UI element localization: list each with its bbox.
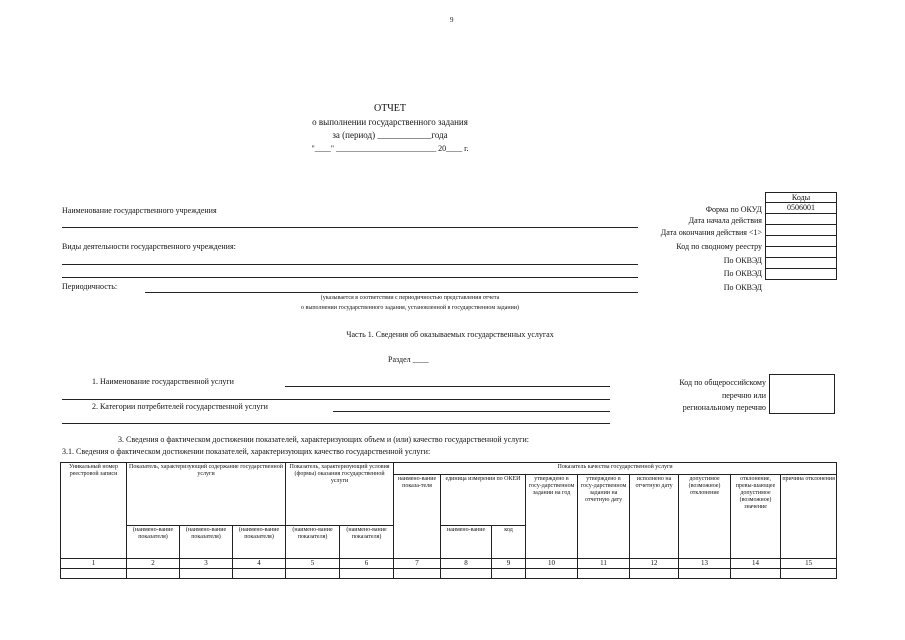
th-approved-date: утверждено в госу-дарственном задании на отчетную дату xyxy=(578,475,630,559)
institution-name-line xyxy=(62,227,638,228)
col-num-5: 5 xyxy=(286,559,340,569)
th-sub-3: (наимено-вание показателя) xyxy=(180,526,233,559)
item31-heading: 3.1. Сведения о фактическом достижении показателей, характеризующих качество государственной услуги: xyxy=(62,447,431,456)
code-okved-2 xyxy=(765,258,837,269)
page-number: 9 xyxy=(450,16,454,24)
part1-heading: Часть 1. Сведения об оказываемых государственных услугах xyxy=(346,330,554,339)
code-okud-value: 0506001 xyxy=(765,203,837,214)
periodicity-label: Периодичность: xyxy=(62,282,118,291)
code-label-end: Дата окончания действия <1> xyxy=(660,228,762,237)
col-num-8: 8 xyxy=(441,559,492,569)
th-sub-5: (наимено-вание показателя) xyxy=(286,526,340,559)
code-label-okved-3: По ОКВЭД xyxy=(723,283,762,292)
code-label-okved-1: По ОКВЭД xyxy=(723,256,762,265)
col-num-15: 15 xyxy=(781,559,837,569)
col-num-6: 6 xyxy=(340,559,394,569)
activities-label: Виды деятельности государственного учреждения: xyxy=(62,242,236,251)
col-num-9: 9 xyxy=(492,559,526,569)
table-column-numbers xyxy=(61,559,837,569)
registry-label-1: Код по общероссийскому xyxy=(679,378,766,387)
registry-label-2: перечню или xyxy=(721,391,766,400)
code-label-okved-2: По ОКВЭД xyxy=(723,269,762,278)
item3-heading: 3. Сведения о фактическом достижении показателей, характеризующих объем и (или) качество государственной услуги: xyxy=(118,435,529,444)
code-start-date xyxy=(765,214,837,225)
code-label-registry: Код по сводному реестру xyxy=(676,242,762,251)
th-unit: единица измерения по ОКЕИ xyxy=(441,475,526,526)
code-okved-3 xyxy=(765,269,837,280)
periodicity-note-2: о выполнении государственного задания, установленной в государственном задании) xyxy=(300,305,519,311)
code-label-start: Дата начала действия xyxy=(688,216,762,225)
quality-indicators-table xyxy=(60,462,837,579)
th-content-indicator: Показатель, характеризующий содержание государственной услуги xyxy=(127,463,286,526)
code-registry xyxy=(765,236,837,247)
periodicity-line xyxy=(145,292,638,293)
report-title: ОТЧЕТ xyxy=(373,103,407,114)
title-line3: "____" _________________________ 20____ г. xyxy=(311,144,469,153)
service-name-line-2 xyxy=(62,399,610,400)
th-sub-6: (наимено-вание показателя) xyxy=(340,526,394,559)
title-line1: о выполнении государственного задания xyxy=(312,117,468,127)
col-num-2: 2 xyxy=(127,559,180,569)
th-unique-number: Уникальный номер реестровой записи xyxy=(61,463,127,559)
col-num-13: 13 xyxy=(679,559,731,569)
codes-header: Коды xyxy=(765,192,837,203)
activities-line-2 xyxy=(62,277,638,278)
consumers-line xyxy=(333,411,610,412)
th-indicator-name: наимено-вание показа-теля xyxy=(394,475,441,559)
registry-label-3: региональному перечню xyxy=(682,403,766,412)
table-header-row-1 xyxy=(61,463,837,475)
activities-line-1 xyxy=(62,264,638,265)
th-excess-deviation: отклонение, превы-шающее допустимое (возможное) значение xyxy=(731,475,781,559)
periodicity-note-1: (указывается в соответствии с периодичностью представления отчета xyxy=(320,295,500,301)
section-label: Раздел ____ xyxy=(388,355,429,364)
col-num-12: 12 xyxy=(630,559,679,569)
th-quality-indicator: Показатель качества государственной услуги xyxy=(394,463,837,475)
code-end-date xyxy=(765,225,837,236)
table-row xyxy=(61,569,837,579)
col-num-14: 14 xyxy=(731,559,781,569)
code-label-okud: Форма по ОКУД xyxy=(705,205,762,214)
code-okved-1 xyxy=(765,247,837,258)
th-allowed-deviation: допустимое (возможное) отклонение xyxy=(679,475,731,559)
service-name-line xyxy=(285,386,610,387)
col-num-10: 10 xyxy=(526,559,578,569)
th-conditions-indicator: Показатель, характеризующий условия (формы) оказания государственной услуги xyxy=(286,463,394,526)
th-executed: исполнено на отчетную дату xyxy=(630,475,679,559)
th-unit-code: код xyxy=(492,526,526,559)
consumers-line-2 xyxy=(62,423,610,424)
col-num-4: 4 xyxy=(233,559,286,569)
col-num-3: 3 xyxy=(180,559,233,569)
th-reason: причина отклонения xyxy=(781,475,837,559)
th-unit-name: наимено-вание xyxy=(441,526,492,559)
col-num-7: 7 xyxy=(394,559,441,569)
th-approved-year: утверждено в госу-дарственном задании на год xyxy=(526,475,578,559)
service-name-label: 1. Наименование государственной услуги xyxy=(92,377,234,386)
institution-name-label: Наименование государственного учреждения xyxy=(62,206,217,215)
consumers-label: 2. Категории потребителей государственной услуги xyxy=(92,402,268,411)
th-sub-4: (наимено-вание показателя) xyxy=(233,526,286,559)
title-line2: за (период) ____________года xyxy=(332,130,448,140)
col-num-11: 11 xyxy=(578,559,630,569)
codes-box xyxy=(765,192,837,280)
registry-code-box xyxy=(769,374,835,414)
col-num-1: 1 xyxy=(61,559,127,569)
th-sub-2: (наимено-вание показателя) xyxy=(127,526,180,559)
